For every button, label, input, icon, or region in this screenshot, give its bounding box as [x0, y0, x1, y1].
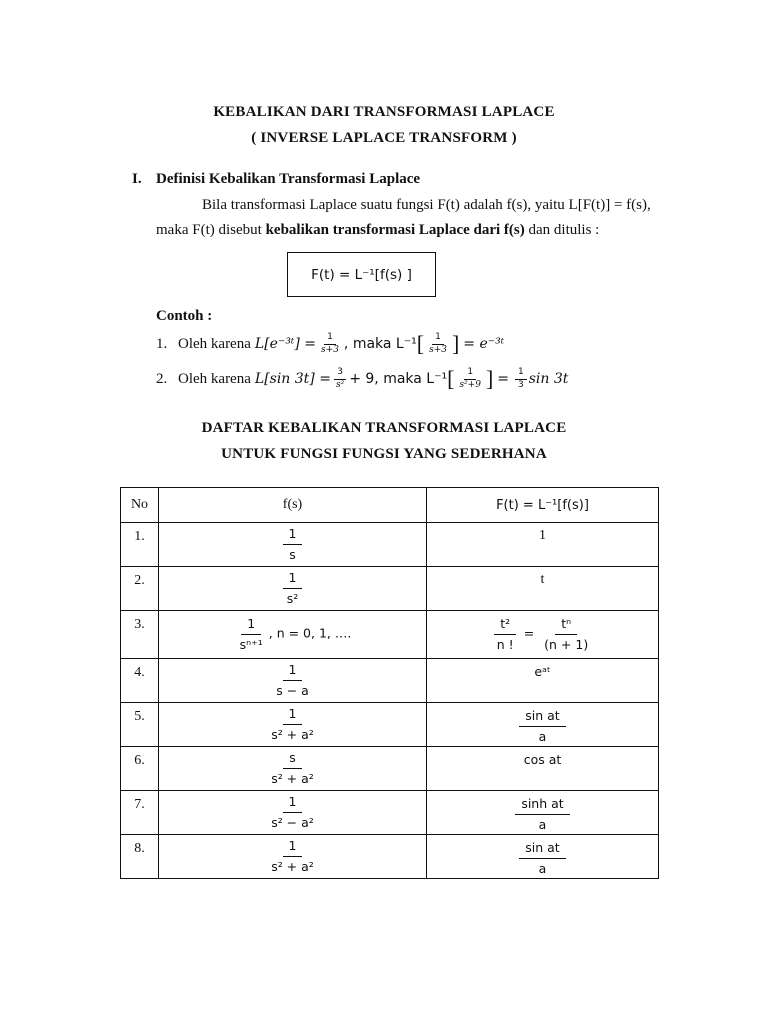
- fraction-numerator: 1: [324, 333, 336, 344]
- definition-formula: F(t) = L⁻¹[f(s) ]: [311, 266, 412, 283]
- Ft-numerator: tⁿ: [555, 616, 577, 635]
- fs-cell: [159, 567, 427, 611]
- Ft-cell: 1: [427, 523, 659, 567]
- example-1-inverse-fraction: [426, 333, 450, 355]
- fs-numerator: 1: [283, 662, 303, 681]
- example-1-text: Oleh karena: [178, 335, 251, 352]
- table-header-row: [121, 488, 659, 523]
- Ft-cell: t: [427, 567, 659, 611]
- fs-denominator: s²: [286, 591, 299, 606]
- inverse-laplace-table: [120, 487, 659, 879]
- fs-cell: [159, 611, 427, 659]
- section-number: I.: [132, 171, 142, 187]
- Ft-cell: [427, 703, 659, 747]
- example-1-lhs: L[e⁻³ᵗ] =: [254, 336, 317, 352]
- example-1: [156, 333, 504, 355]
- fraction-denominator: 3: [518, 379, 524, 390]
- fs-denominator: sⁿ⁺¹: [239, 637, 263, 652]
- Ft-equals: =: [523, 625, 535, 641]
- table-row: [121, 835, 659, 879]
- fraction-denominator: s²: [335, 379, 345, 390]
- list-title-line-1: DAFTAR KEBALIKAN TRANSFORMASI LAPLACE: [201, 420, 567, 436]
- Ft-cell: [427, 791, 659, 835]
- fs-denominator: s² + a²: [271, 859, 314, 874]
- fs-numerator: 1: [283, 794, 303, 813]
- fraction-numerator: 1: [432, 333, 444, 344]
- table-row: [121, 523, 659, 567]
- example-2-inverse-fraction: [456, 368, 484, 390]
- Ft-numerator: t²: [494, 616, 516, 635]
- fs-numerator: s: [283, 750, 302, 769]
- fraction-denominator: s+3: [321, 344, 339, 355]
- table-row: [121, 747, 659, 791]
- row-number: 6.: [121, 747, 159, 791]
- Ft-denominator: (n + 1): [544, 636, 589, 652]
- fs-cell: [159, 703, 427, 747]
- examples-heading: Contoh :: [156, 308, 213, 324]
- example-2-fraction: [333, 368, 347, 390]
- example-2-lhs: L[sin 3t] =: [254, 371, 331, 387]
- row-number: 8.: [121, 835, 159, 879]
- bracket-left: [: [447, 366, 455, 391]
- example-1-mid: , maka L⁻¹: [343, 336, 417, 352]
- fs-cell: [159, 523, 427, 567]
- table-row: [121, 703, 659, 747]
- example-2: [156, 368, 568, 390]
- definition-text: maka F(t) disebut: [156, 222, 266, 238]
- fs-cell: [159, 659, 427, 703]
- fraction-numerator: 3: [334, 368, 346, 379]
- row-number: 3.: [121, 611, 159, 659]
- fs-denominator: s² − a²: [271, 815, 314, 830]
- Ft-numerator: sin at: [519, 708, 565, 727]
- column-header-Ft: F(t) = L⁻¹[f(s)]: [427, 488, 659, 523]
- Ft-denominator: a: [538, 860, 547, 876]
- example-1-index: 1.: [156, 335, 168, 352]
- bracket-right: ]: [451, 331, 460, 356]
- Ft-cell: [427, 835, 659, 879]
- table-row: [121, 659, 659, 703]
- example-1-result: = e⁻³ᵗ: [463, 336, 505, 352]
- Ft-denominator: n !: [496, 636, 514, 652]
- Ft-cell: eᵃᵗ: [427, 659, 659, 703]
- fs-denominator: s² + a²: [271, 727, 314, 742]
- section-title: Definisi Kebalikan Transformasi Laplace: [156, 171, 421, 187]
- Ft-cell: [427, 611, 659, 659]
- fs-numerator: 1: [283, 526, 303, 545]
- fs-numerator: 1: [283, 570, 303, 589]
- bracket-left: [: [416, 331, 425, 356]
- Ft-denominator: a: [538, 728, 547, 744]
- row-number: 5.: [121, 703, 159, 747]
- section-heading: [132, 171, 420, 188]
- table-row: [121, 791, 659, 835]
- definition-line-1: Bila transformasi Laplace suatu fungsi F(t) adalah f(s), yaitu L[F(t)] = f(s),: [202, 197, 651, 213]
- definition-bold-term: kebalikan transformasi Laplace dari f(s): [265, 222, 525, 238]
- list-title-line-2: UNTUK FUNGSI FUNGSI YANG SEDERHANA: [221, 446, 547, 462]
- example-2-mid: + 9, maka L⁻¹: [349, 371, 448, 387]
- main-subtitle: ( INVERSE LAPLACE TRANSFORM ): [251, 130, 517, 146]
- table-row: [121, 611, 659, 659]
- fraction-denominator: s²+9: [459, 379, 481, 390]
- example-1-fraction: [318, 333, 342, 355]
- definition-text-end: dan ditulis :: [524, 222, 600, 238]
- Ft-numerator: sin at: [519, 840, 565, 859]
- row-number: 4.: [121, 659, 159, 703]
- row-number: 2.: [121, 567, 159, 611]
- example-2-result-fraction: [515, 368, 527, 390]
- Ft-denominator: a: [538, 816, 547, 832]
- example-2-index: 2.: [156, 370, 168, 387]
- bracket-right: ]: [485, 366, 494, 391]
- Ft-numerator: sinh at: [515, 796, 569, 815]
- main-title: KEBALIKAN DARI TRANSFORMASI LAPLACE: [213, 104, 555, 120]
- example-2-equals: =: [497, 371, 509, 387]
- column-header-fs: f(s): [159, 488, 427, 523]
- example-2-text: Oleh karena: [178, 370, 251, 387]
- fs-numerator: 1: [283, 706, 303, 725]
- column-header-no: No: [121, 488, 159, 523]
- fs-cell: [159, 791, 427, 835]
- definition-line-2: [156, 222, 599, 239]
- example-2-result: sin 3t: [528, 371, 569, 387]
- fs-cell: [159, 747, 427, 791]
- Ft-cell: cos at: [427, 747, 659, 791]
- fraction-numerator: 1: [515, 368, 527, 379]
- fs-tail: , n = 0, 1, ….: [268, 626, 352, 641]
- fs-numerator: 1: [283, 838, 303, 857]
- fraction-numerator: 1: [464, 368, 476, 379]
- fs-cell: [159, 835, 427, 879]
- row-number: 1.: [121, 523, 159, 567]
- fs-denominator: s: [289, 547, 296, 562]
- fs-denominator: s² + a²: [271, 771, 314, 786]
- fs-denominator: s − a: [276, 683, 309, 698]
- table-row: [121, 567, 659, 611]
- fs-numerator: 1: [241, 616, 261, 635]
- fraction-denominator: s+3: [429, 344, 447, 355]
- row-number: 7.: [121, 791, 159, 835]
- definition-formula-box: [287, 252, 436, 297]
